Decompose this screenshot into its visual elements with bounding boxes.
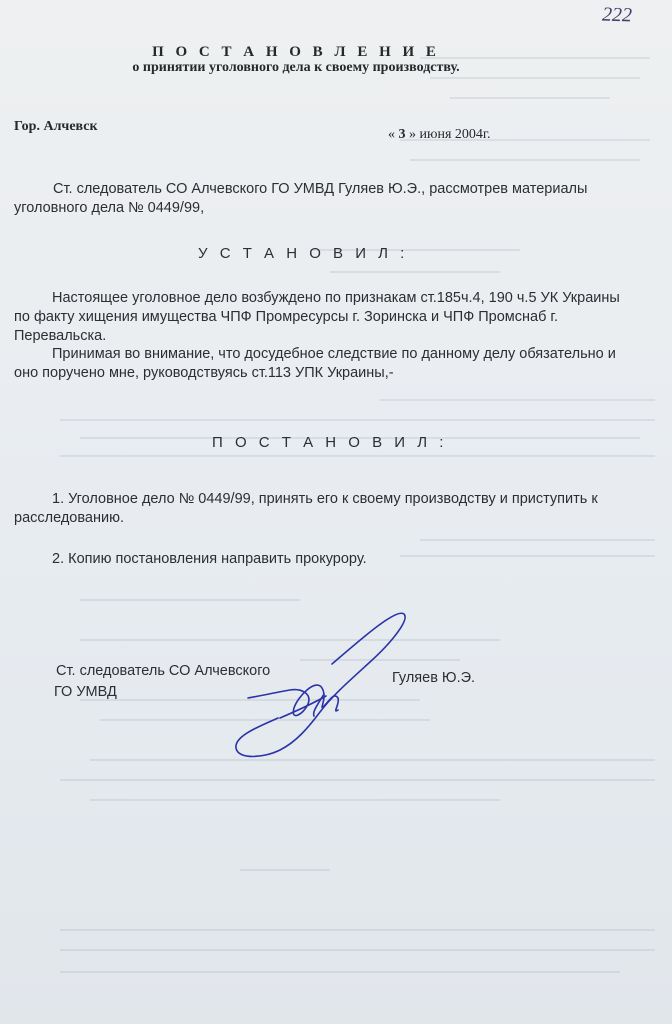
date-open-quote: « [388, 127, 395, 142]
page-number-handwritten: 222 [601, 3, 633, 27]
resolved-heading: П О С Т А Н О В И Л : [212, 434, 448, 451]
date-close-quote: » [409, 127, 416, 142]
signer-position-line-2: ГО УМВД [54, 684, 117, 700]
city-label: Гор. Алчевск [14, 119, 98, 134]
document-date [388, 127, 491, 143]
document-title: П О С Т А Н О В Л Е Н И Е [152, 44, 440, 60]
established-paragraph-1: Настоящее уголовное дело возбуждено по признакам ст.185ч.4, 190 ч.5 УК Украины по факту хищения имущества ЧПФ Промресурсы г. Зоринска и ЧПФ Промснаб г. Перевальска. [14, 290, 620, 344]
date-day: 3 [398, 127, 406, 142]
established-paragraph-2: Принимая во внимание, что досудебное следствие по данному делу обязательно и оно поручено мне, руководствуясь ст.113 УПК Украины,- [14, 346, 616, 381]
established-heading: У С Т А Н О В И Л : [198, 245, 409, 262]
signer-position-line-1: Ст. следователь СО Алчевского [56, 663, 271, 679]
date-month-year: июня 2004г. [419, 127, 491, 142]
intro-paragraph: Ст. следователь СО Алчевского ГО УМВД Гуляев Ю.Э., рассмотрев материалы уголовного дела № 0449/99, [14, 181, 588, 216]
resolved-item-2: 2. Копию постановления направить прокурору. [52, 551, 367, 567]
signer-name: Гуляев Ю.Э. [392, 670, 476, 686]
resolved-item-1: 1. Уголовное дело № 0449/99, принять его к своему производству и приступить к расследованию. [14, 491, 598, 526]
document-subtitle: о принятии уголовного дела к своему производству. [132, 60, 460, 75]
handwritten-signature [220, 600, 420, 770]
